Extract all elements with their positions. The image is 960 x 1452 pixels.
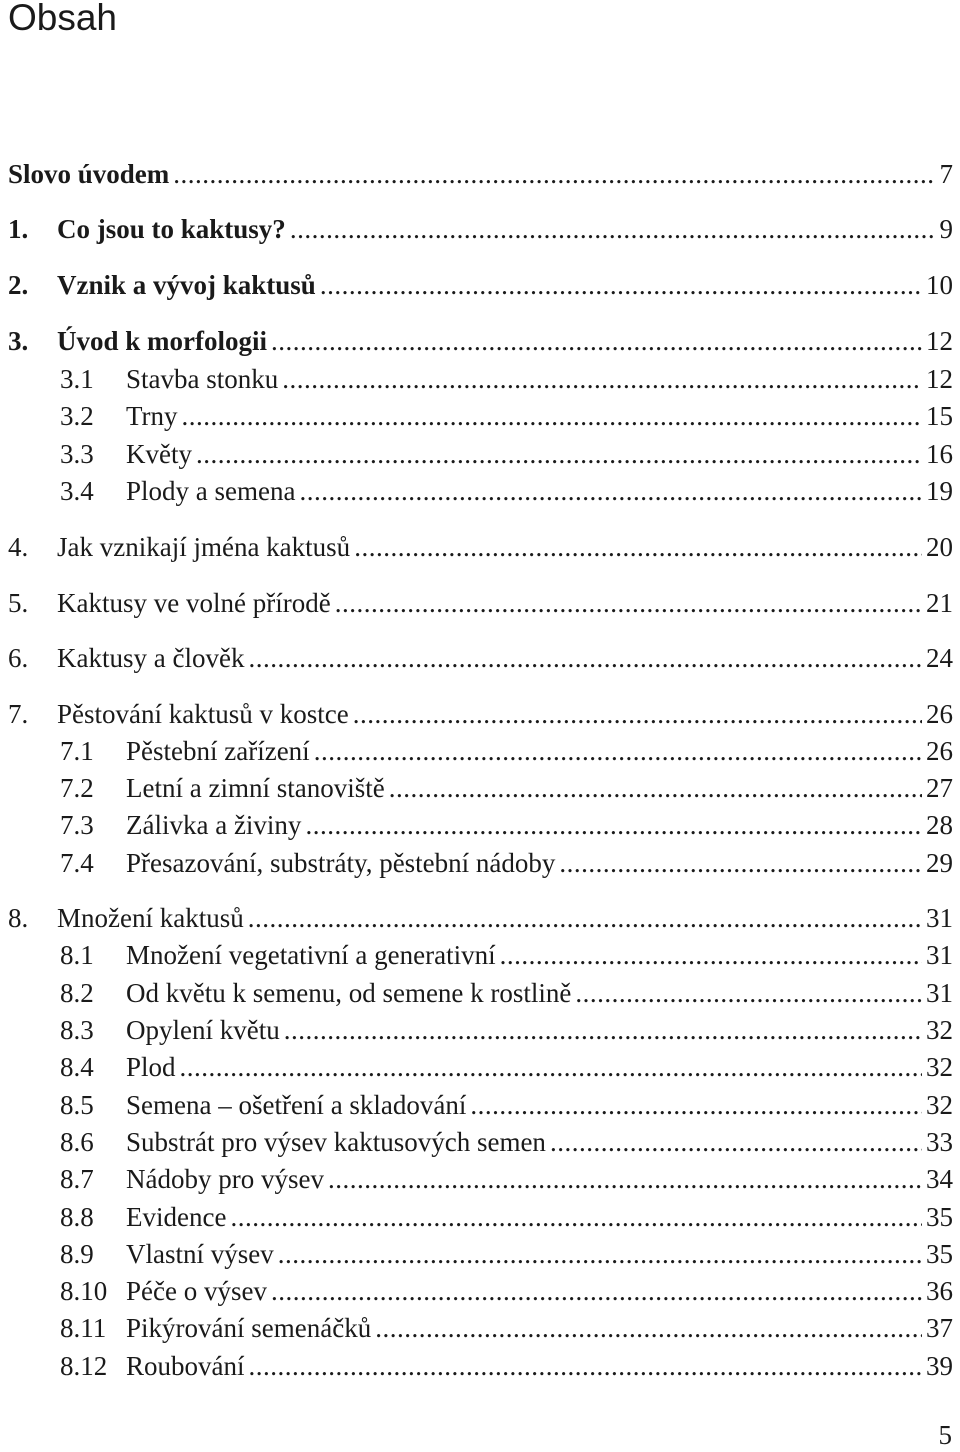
toc-entry-page: 34 <box>926 1164 953 1194</box>
toc-dot-leader <box>249 1349 923 1383</box>
toc-entry <box>8 697 953 731</box>
toc-entry <box>8 268 953 302</box>
toc-entry-page: 15 <box>926 401 953 431</box>
toc-entry-number: 3.2 <box>60 401 94 431</box>
toc-entry-title: Vlastní výsev <box>126 1239 274 1269</box>
toc-dot-leader <box>271 1274 922 1308</box>
toc-dot-leader <box>284 1013 922 1047</box>
toc-dot-leader <box>248 901 922 935</box>
toc-entry-title: Pěstební zařízení <box>126 736 310 766</box>
toc-entry-page: 7 <box>939 159 953 189</box>
toc-dot-leader <box>173 157 935 191</box>
toc-entry-page: 19 <box>926 476 953 506</box>
toc-entry <box>60 808 953 842</box>
toc-entry-page: 39 <box>926 1351 953 1381</box>
toc-entry-title: Trny <box>126 401 178 431</box>
toc-entry-page: 35 <box>926 1202 953 1232</box>
toc-entry-number: 7.2 <box>60 773 94 803</box>
toc-entry-page: 12 <box>926 326 953 356</box>
toc-entry-title: Kaktusy a člověk <box>57 643 245 673</box>
toc-dot-leader <box>230 1200 922 1234</box>
toc-entry-number: 8.11 <box>60 1313 107 1343</box>
toc-entry-number: 3. <box>8 326 29 356</box>
toc-dot-leader <box>389 771 922 805</box>
toc-entry-title: Semena – ošetření a skladování <box>126 1090 467 1120</box>
toc-entry <box>60 938 953 972</box>
toc-entry-number: 7. <box>8 699 29 729</box>
toc-dot-leader <box>353 697 922 731</box>
toc-dot-leader <box>282 362 922 396</box>
toc-entry-number: 5. <box>8 588 29 618</box>
toc-dot-leader <box>299 474 922 508</box>
toc-entry-number: 8.7 <box>60 1164 94 1194</box>
toc-entry <box>60 474 953 508</box>
toc-entry <box>60 1200 953 1234</box>
toc-entry-title: Kaktusy ve volné přírodě <box>57 588 331 618</box>
toc-entry-page: 31 <box>926 978 953 1008</box>
toc-entry <box>60 437 953 471</box>
toc-entry-number: 8.8 <box>60 1202 94 1232</box>
toc-dot-leader <box>278 1237 922 1271</box>
toc-entry-title: Slovo úvodem <box>8 159 170 189</box>
toc-entry-page: 29 <box>926 848 953 878</box>
toc-entry-title: Pikýrování semenáčků <box>126 1313 372 1343</box>
toc-entry <box>60 1125 953 1159</box>
toc-entry-page: 26 <box>926 699 953 729</box>
toc-entry-number: 8.10 <box>60 1276 108 1306</box>
toc-entry <box>60 362 953 396</box>
toc-entry-page: 16 <box>926 439 953 469</box>
toc-dot-leader <box>328 1162 922 1196</box>
toc-entry-title: Substrát pro výsev kaktusových semen <box>126 1127 546 1157</box>
toc-entry <box>8 530 953 564</box>
toc-dot-leader <box>550 1125 922 1159</box>
toc-entry <box>60 1050 953 1084</box>
toc-entry-page: 27 <box>926 773 953 803</box>
toc-entry-page: 28 <box>926 810 953 840</box>
toc-entry-number: 8.12 <box>60 1351 108 1381</box>
toc-entry-title: Roubování <box>126 1351 245 1381</box>
toc-entry-number: 3.3 <box>60 439 94 469</box>
toc-entry-title: Od květu k semenu, od semene k rostlině <box>126 978 572 1008</box>
toc-dot-leader <box>196 437 922 471</box>
toc-entry-page: 31 <box>926 940 953 970</box>
toc-dot-leader <box>354 530 922 564</box>
toc-dot-leader <box>271 324 922 358</box>
table-of-contents <box>8 0 953 1400</box>
toc-entry-number: 7.3 <box>60 810 94 840</box>
toc-entry-title: Květy <box>126 439 192 469</box>
toc-dot-leader <box>182 399 922 433</box>
toc-entry-number: 8.4 <box>60 1052 94 1082</box>
toc-entry <box>60 1237 953 1271</box>
toc-entry <box>60 399 953 433</box>
toc-entry <box>60 734 953 768</box>
toc-entry-number: 8. <box>8 903 29 933</box>
toc-dot-leader <box>559 846 922 880</box>
toc-entry <box>8 157 953 191</box>
toc-entry-number: 1. <box>8 214 29 244</box>
toc-entry-title: Nádoby pro výsev <box>126 1164 324 1194</box>
toc-entry-page: 9 <box>939 214 953 244</box>
toc-entry-number: 3.1 <box>60 364 94 394</box>
toc-entry-page: 12 <box>926 364 953 394</box>
toc-entry-title: Co jsou to kaktusy? <box>57 214 286 244</box>
toc-entry-number: 8.2 <box>60 978 94 1008</box>
toc-entry-page: 20 <box>926 532 953 562</box>
toc-entry <box>8 586 953 620</box>
toc-entry-title: Zálivka a živiny <box>126 810 302 840</box>
toc-entry <box>60 1088 953 1122</box>
toc-dot-leader <box>248 641 922 675</box>
toc-entry-page: 26 <box>926 736 953 766</box>
toc-entry-number: 8.1 <box>60 940 94 970</box>
toc-entry <box>60 976 953 1010</box>
toc-entry-number: 6. <box>8 643 29 673</box>
toc-dot-leader <box>180 1050 922 1084</box>
toc-dot-leader <box>500 938 922 972</box>
toc-entry-page: 32 <box>926 1052 953 1082</box>
toc-entry-number: 3.4 <box>60 476 94 506</box>
toc-entry-title: Vznik a vývoj kaktusů <box>57 270 316 300</box>
toc-entry <box>60 1162 953 1196</box>
toc-entry-number: 7.1 <box>60 736 94 766</box>
toc-entry <box>60 1349 953 1383</box>
toc-entry-page: 32 <box>926 1015 953 1045</box>
toc-entry-page: 31 <box>926 903 953 933</box>
toc-entry-page: 10 <box>926 270 953 300</box>
toc-entry-page: 36 <box>926 1276 953 1306</box>
toc-dot-leader <box>305 808 922 842</box>
toc-entry-number: 8.5 <box>60 1090 94 1120</box>
toc-entry-number: 8.9 <box>60 1239 94 1269</box>
toc-entry-page: 37 <box>926 1313 953 1343</box>
toc-dot-leader <box>575 976 922 1010</box>
toc-dot-leader <box>375 1311 922 1345</box>
toc-entry-page: 32 <box>926 1090 953 1120</box>
toc-entry-title: Stavba stonku <box>126 364 279 394</box>
toc-entry-title: Letní a zimní stanoviště <box>126 773 385 803</box>
toc-entry-title: Přesazování, substráty, pěstební nádoby <box>126 848 556 878</box>
toc-entry <box>8 901 953 935</box>
toc-entry-number: 2. <box>8 270 29 300</box>
toc-entry-title: Pěstování kaktusů v kostce <box>57 699 349 729</box>
page-title: Obsah <box>8 0 118 38</box>
toc-entry <box>60 1013 953 1047</box>
toc-entry-page: 24 <box>926 643 953 673</box>
toc-dot-leader <box>320 268 922 302</box>
toc-entry-title: Jak vznikají jména kaktusů <box>57 532 351 562</box>
toc-entry-number: 8.3 <box>60 1015 94 1045</box>
toc-entry <box>8 641 953 675</box>
toc-entry <box>60 846 953 880</box>
toc-entry <box>8 324 953 358</box>
toc-entry-page: 21 <box>926 588 953 618</box>
toc-entry-number: 4. <box>8 532 29 562</box>
toc-entry <box>8 212 953 246</box>
toc-dot-leader <box>314 734 922 768</box>
toc-entry-title: Množení kaktusů <box>57 903 244 933</box>
toc-entry-number: 7.4 <box>60 848 94 878</box>
toc-dot-leader <box>335 586 922 620</box>
toc-dot-leader <box>290 212 936 246</box>
toc-dot-leader <box>470 1088 922 1122</box>
toc-entry-number: 8.6 <box>60 1127 94 1157</box>
toc-entry-title: Plod <box>126 1052 176 1082</box>
toc-entry <box>60 1274 953 1308</box>
toc-entry-page: 33 <box>926 1127 953 1157</box>
toc-entry-title: Péče o výsev <box>126 1276 267 1306</box>
toc-entry-title: Plody a semena <box>126 476 296 506</box>
toc-entry-title: Úvod k morfologii <box>57 326 268 356</box>
toc-entry <box>60 771 953 805</box>
toc-entry-title: Evidence <box>126 1202 227 1232</box>
toc-entry <box>60 1311 953 1345</box>
toc-entry-title: Opylení květu <box>126 1015 280 1045</box>
toc-entry-title: Množení vegetativní a generativní <box>126 940 496 970</box>
toc-entry-page: 35 <box>926 1239 953 1269</box>
page-number: 5 <box>938 1420 952 1450</box>
